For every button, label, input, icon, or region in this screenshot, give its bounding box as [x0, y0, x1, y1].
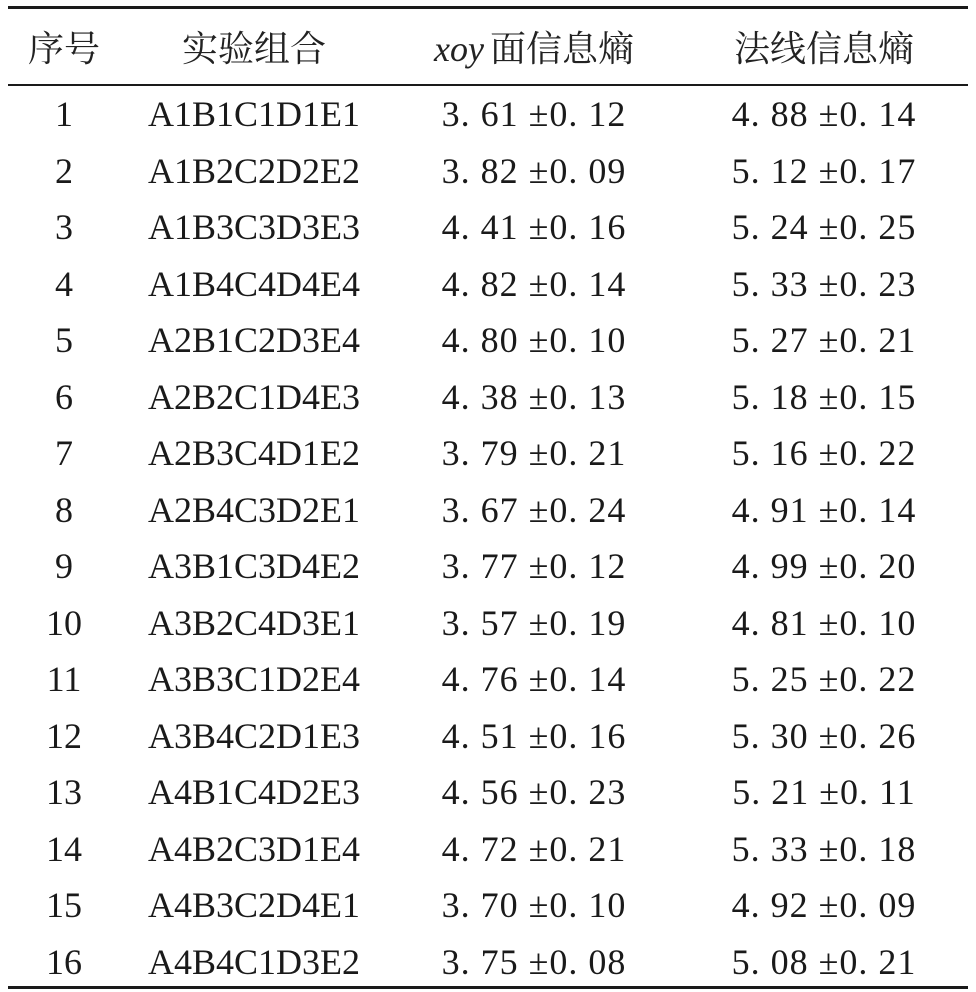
cell-index: 1: [55, 94, 73, 135]
cell-index: 3: [55, 207, 73, 248]
cell-xoy-entropy: 3. 57 ±0. 19: [441, 602, 627, 643]
header-index: 序号: [27, 29, 100, 70]
cell-normal-entropy: 5. 24 ±0. 25: [731, 207, 917, 248]
table-row: [8, 764, 968, 821]
cell-index: 9: [55, 546, 73, 587]
table-row: [8, 877, 968, 934]
table-row: [8, 425, 968, 482]
table-row: [8, 708, 968, 765]
cell-normal-entropy: 5. 33 ±0. 23: [731, 263, 917, 304]
header-row: [8, 9, 968, 84]
cell-xoy-entropy: 4. 82 ±0. 14: [441, 263, 627, 304]
cell-normal-entropy: 5. 27 ±0. 21: [731, 320, 917, 361]
cell-combo: A1B4C4D4E4: [147, 263, 360, 304]
cell-combo: A2B3C4D1E2: [147, 433, 360, 474]
cell-index: 15: [46, 885, 82, 926]
table-row: [8, 369, 968, 426]
table-row: [8, 538, 968, 595]
cell-combo: A3B3C1D2E4: [147, 659, 360, 700]
cell-index: 8: [55, 489, 73, 530]
cell-combo: A1B3C3D3E3: [147, 207, 360, 248]
cell-combo: A4B2C3D1E4: [147, 828, 360, 869]
cell-index: 6: [55, 376, 73, 417]
cell-xoy-entropy: 3. 75 ±0. 08: [441, 941, 627, 982]
cell-index: 4: [55, 263, 73, 304]
cell-xoy-entropy: 3. 79 ±0. 21: [441, 433, 627, 474]
cell-index: 13: [46, 772, 82, 813]
cell-combo: A3B4C2D1E3: [147, 715, 360, 756]
cell-combo: A3B1C3D4E2: [147, 546, 360, 587]
cell-xoy-entropy: 3. 67 ±0. 24: [441, 489, 627, 530]
cell-xoy-entropy: 4. 56 ±0. 23: [441, 772, 627, 813]
table-row: [8, 821, 968, 878]
header-normal-entropy: 法线信息熵: [733, 29, 914, 70]
cell-normal-entropy: 4. 92 ±0. 09: [731, 885, 917, 926]
table-header: [8, 9, 968, 84]
cell-xoy-entropy: 3. 77 ±0. 12: [441, 546, 627, 587]
table-row: [8, 143, 968, 200]
cell-combo: A3B2C4D3E1: [147, 602, 360, 643]
cell-normal-entropy: 5. 16 ±0. 22: [731, 433, 917, 474]
header-xoy-label: 面信息熵: [489, 29, 634, 70]
cell-combo: A4B3C2D4E1: [147, 885, 360, 926]
cell-combo: A2B1C2D3E4: [147, 320, 360, 361]
cell-normal-entropy: 5. 21 ±0. 11: [732, 772, 916, 813]
cell-combo: A1B1C1D1E1: [147, 94, 360, 135]
header-xoy-entropy: [388, 9, 680, 84]
cell-normal-entropy: 4. 91 ±0. 14: [731, 489, 917, 530]
cell-xoy-entropy: 3. 61 ±0. 12: [441, 94, 627, 135]
cell-normal-entropy: 5. 12 ±0. 17: [731, 150, 917, 191]
cell-xoy-entropy: 3. 70 ±0. 10: [441, 885, 627, 926]
cell-normal-entropy: 5. 08 ±0. 21: [731, 941, 917, 982]
cell-xoy-entropy: 4. 80 ±0. 10: [441, 320, 627, 361]
cell-normal-entropy: 4. 88 ±0. 14: [731, 94, 917, 135]
table-body: [8, 86, 968, 990]
table-row: [8, 312, 968, 369]
cell-combo: A4B1C4D2E3: [147, 772, 360, 813]
cell-normal-entropy: 5. 25 ±0. 22: [731, 659, 917, 700]
table-bottom-rule: [8, 986, 968, 989]
table-row: [8, 256, 968, 313]
cell-combo: A4B4C1D3E2: [147, 941, 360, 982]
cell-index: 12: [46, 715, 82, 756]
cell-combo: A1B2C2D2E2: [147, 150, 360, 191]
table-row: [8, 595, 968, 652]
table-row: [8, 934, 968, 991]
cell-xoy-entropy: 4. 41 ±0. 16: [441, 207, 627, 248]
cell-index: 7: [55, 433, 73, 474]
cell-xoy-entropy: 3. 82 ±0. 09: [441, 150, 627, 191]
table-row: [8, 651, 968, 708]
table-row: [8, 86, 968, 143]
cell-normal-entropy: 4. 81 ±0. 10: [731, 602, 917, 643]
cell-combo: A2B4C3D2E1: [147, 489, 360, 530]
table-row: [8, 199, 968, 256]
cell-index: 5: [55, 320, 73, 361]
header-xoy-variable: xoy: [434, 29, 484, 69]
cell-xoy-entropy: 4. 76 ±0. 14: [441, 659, 627, 700]
cell-normal-entropy: 5. 33 ±0. 18: [731, 828, 917, 869]
cell-index: 14: [46, 828, 82, 869]
cell-xoy-entropy: 4. 72 ±0. 21: [441, 828, 627, 869]
table-row: [8, 482, 968, 539]
cell-normal-entropy: 5. 30 ±0. 26: [731, 715, 917, 756]
cell-index: 11: [46, 659, 82, 700]
cell-index: 16: [46, 941, 82, 982]
cell-index: 2: [55, 150, 73, 191]
cell-normal-entropy: 4. 99 ±0. 20: [731, 546, 917, 587]
cell-normal-entropy: 5. 18 ±0. 15: [731, 376, 917, 417]
cell-xoy-entropy: 4. 38 ±0. 13: [441, 376, 627, 417]
cell-xoy-entropy: 4. 51 ±0. 16: [441, 715, 627, 756]
header-combo: 实验组合: [181, 29, 326, 70]
cell-combo: A2B2C1D4E3: [147, 376, 360, 417]
cell-index: 10: [46, 602, 82, 643]
